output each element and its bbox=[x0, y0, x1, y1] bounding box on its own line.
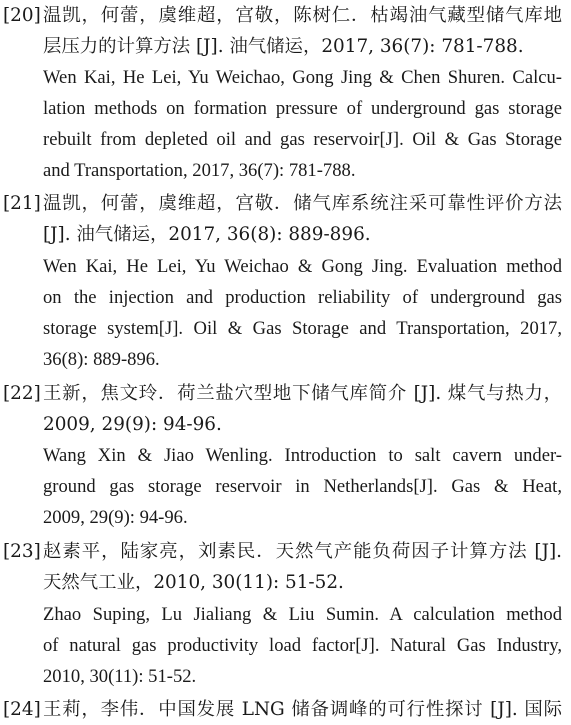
ref-23-line-3 bbox=[0, 599, 571, 630]
ref-20-text-en: Wen Kai, He Lei, Yu Weichao, Gong Jing & Chen Shuren. Calcu- bbox=[43, 67, 562, 88]
ref-22-line-5 bbox=[0, 502, 571, 533]
ref-20-line-1 bbox=[0, 0, 571, 31]
ref-21-text-en: storage system[J]. Oil & Gas Storage and Transportation, 2017, bbox=[43, 318, 562, 339]
ref-22-text: 2009, 29(9): 94-96. bbox=[43, 414, 222, 435]
ref-21-label: [21] bbox=[3, 193, 41, 214]
ref-22-line-4 bbox=[0, 471, 571, 502]
ref-23-line-5 bbox=[0, 661, 571, 692]
ref-20-text-en: rebuilt from depleted oil and gas reservoir[J]. Oil & Gas Storage bbox=[43, 129, 562, 150]
ref-21-text-en: Wen Kai, He Lei, Yu Weichao & Gong Jing. Evaluation method bbox=[43, 256, 562, 277]
ref-20-text: 温凯，何蕾，虞维超，宫敬，陈树仁．枯竭油气藏型储气库地 bbox=[43, 5, 562, 26]
ref-20-line-6 bbox=[0, 155, 571, 186]
ref-21-line-2 bbox=[0, 219, 571, 250]
ref-23-text: 赵素平，陆家亮，刘素民．天然气产能负荷因子计算方法 [J]. bbox=[43, 541, 562, 562]
ref-21-text-en: on the injection and production reliability of underground gas bbox=[43, 287, 562, 308]
ref-24-text: 王莉，李伟．中国发展 LNG 储备调峰的可行性探讨 [J]. 国际 bbox=[43, 699, 562, 720]
ref-20-label: [20] bbox=[3, 5, 41, 26]
ref-20-line-2 bbox=[0, 31, 571, 62]
ref-21-text-en: 36(8): 889-896. bbox=[43, 349, 160, 370]
ref-21-text: 温凯，何蕾，虞维超，宫敬．储气库系统注采可靠性评价方法 bbox=[43, 193, 562, 214]
ref-23-label: [23] bbox=[3, 541, 41, 562]
ref-21-line-3 bbox=[0, 251, 571, 282]
ref-22-text-en: ground gas storage reservoir in Netherlands[J]. Gas & Heat, bbox=[43, 476, 562, 497]
ref-22-line-3 bbox=[0, 440, 571, 471]
ref-21-text: [J]. 油气储运，2017, 36(8): 889-896. bbox=[43, 224, 371, 245]
ref-20-text: 层压力的计算方法 [J]. 油气储运，2017, 36(7): 781-788. bbox=[43, 36, 524, 57]
ref-22-line-1 bbox=[0, 378, 571, 409]
ref-22-text: 王新，焦文玲．荷兰盐穴型地下储气库简介 [J]. 煤气与热力， bbox=[43, 383, 562, 404]
ref-23-line-1 bbox=[0, 536, 571, 567]
ref-23-line-4 bbox=[0, 630, 571, 661]
ref-20-line-5 bbox=[0, 124, 571, 155]
ref-23-text: 天然气工业，2010, 30(11): 51-52. bbox=[43, 572, 344, 593]
ref-20-line-4 bbox=[0, 93, 571, 124]
ref-20-line-3 bbox=[0, 62, 571, 93]
ref-21-line-4 bbox=[0, 282, 571, 313]
ref-22-text-en: Wang Xin & Jiao Wenling. Introduction to salt cavern under- bbox=[43, 445, 562, 466]
ref-21-line-1 bbox=[0, 188, 571, 219]
ref-23-text-en: 2010, 30(11): 51-52. bbox=[43, 666, 197, 687]
ref-24-label: [24] bbox=[3, 699, 41, 720]
ref-23-text-en: Zhao Suping, Lu Jialiang & Liu Sumin. A calculation method bbox=[43, 604, 562, 625]
ref-22-line-2 bbox=[0, 409, 571, 440]
ref-23-text-en: of natural gas productivity load factor[J]. Natural Gas Industry, bbox=[43, 635, 562, 656]
ref-20-text-en: and Transportation, 2017, 36(7): 781-788. bbox=[43, 160, 356, 181]
ref-22-label: [22] bbox=[3, 383, 41, 404]
ref-23-line-2 bbox=[0, 567, 571, 598]
ref-21-line-5 bbox=[0, 313, 571, 344]
ref-20-text-en: lation methods on formation pressure of underground gas storage bbox=[43, 98, 562, 119]
ref-24-line-1 bbox=[0, 694, 571, 725]
ref-21-line-6 bbox=[0, 344, 571, 375]
ref-22-text-en: 2009, 29(9): 94-96. bbox=[43, 507, 188, 528]
